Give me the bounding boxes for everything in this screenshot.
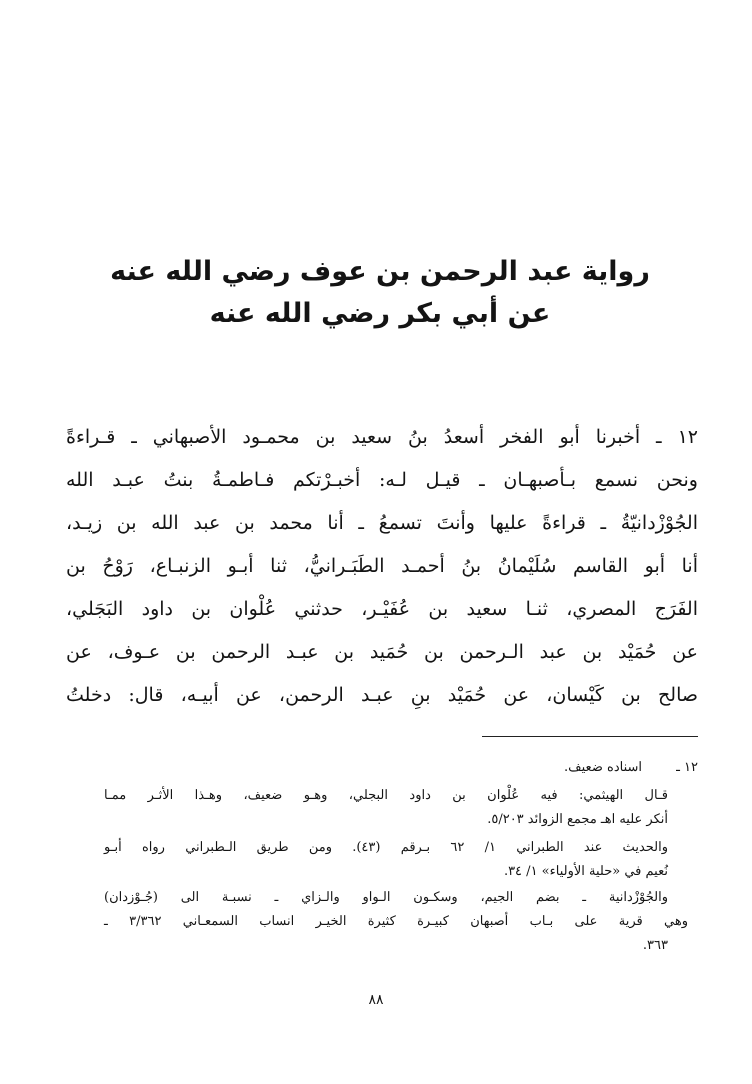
body-text-line: أنا أبو القاسم سُلَيْمانُ بنُ أحمـد الطَبَـرانيُّ، ثنا أبـو الزنبـاع، رَوْحُ بن <box>66 555 698 577</box>
footnote-line: والجُوْزْدانية ـ بضم الجيم، وسكـون الـواو والـزاي ـ نسبـة الى (جُـوْزدان) <box>104 890 668 905</box>
footnote-line: قـال الهيثمي: فيه عُلْوان بن داود البجلي، وهـو ضعيف، وهـذا الأثـر ممـا <box>104 788 668 803</box>
body-text-line: ١٢ ـ أخبرنا أبو الفخر أسعدُ بنُ سعيد بن محمـود الأصبهاني ـ قـراءةً <box>66 426 698 448</box>
body-text-line: عن حُمَيْد بن عبد الـرحمن بن حُمَيد بن عبـد الرحمن بن عـوف، عن <box>66 641 698 663</box>
footnote-line: اسناده ضعيف. <box>564 760 642 775</box>
footnote-line: نُعيم في «حلية الأولياء» ١/ ٣٤. <box>503 864 668 879</box>
footnote-separator <box>482 736 698 737</box>
footnote-line: ٣٦٣. <box>642 938 668 953</box>
footnote-line: وهي قرية على بـاب أصبهان كبيـرة كثيرة الخيـر انساب السمعـاني ٣/٣٦٢ ـ <box>104 914 688 929</box>
body-text-line: ونحن نسمع بـأصبهـان ـ قيـل لـه: أخبـرْتكم فـاطمـةُ بنتُ عبـد الله <box>66 469 698 491</box>
body-text-line: الجُوْزْدانيّةُ ـ قراءةً عليها وأنتَ تسمعُ ـ أنا محمد بن عبد الله بن زيـد، <box>66 512 698 534</box>
chapter-heading-line-2: عن أبي بكر رضي الله عنه <box>209 298 551 329</box>
body-text-line: الفَرَج المصري، ثنـا سعيد بن عُفَيْـر، حدثني عُلْوان بن داود البَجَلي، <box>66 598 698 620</box>
footnote-number: ١٢ ـ <box>676 760 698 775</box>
chapter-heading-line-1: رواية عبد الرحمن بن عوف رضي الله عنه <box>110 256 650 287</box>
body-text-line: صالح بن كَيْسان، عن حُمَيْد بنِ عبـد الرحمن، عن أبيـه، قال: دخلتُ <box>66 684 698 706</box>
footnote-line: أنكر عليه اهـ مجمع الزوائد ٥/٢٠٣. <box>487 812 668 827</box>
footnote-line: والحديث عند الطبراني ١/ ٦٢ بـرقم (٤٣). ومن طريق الـطبراني رواه أبـو <box>104 840 669 855</box>
page-number: ٨٨ <box>368 992 384 1008</box>
